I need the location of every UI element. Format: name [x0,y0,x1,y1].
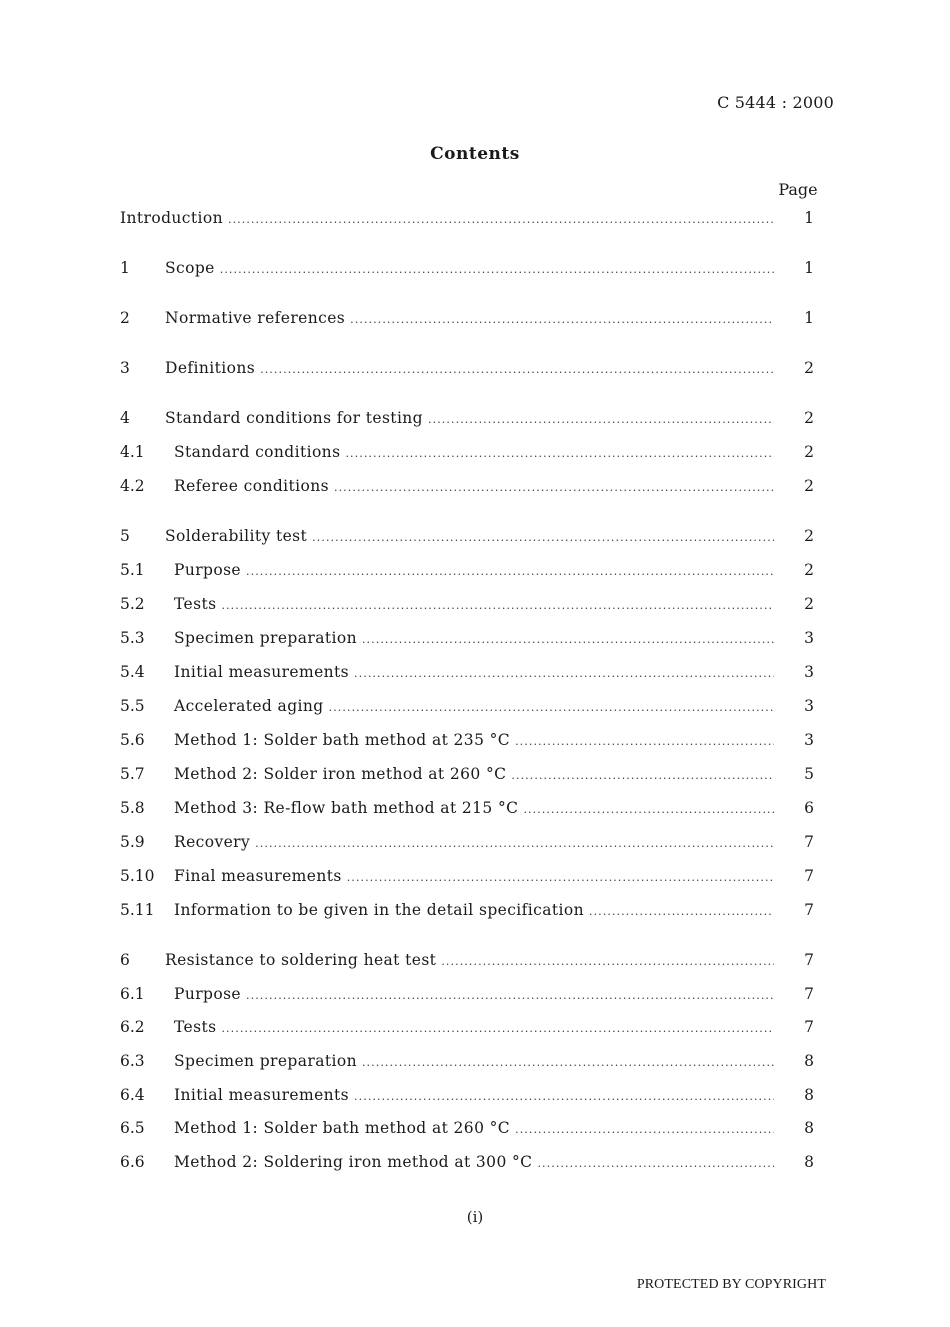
toc-entry-label: Scope [165,259,215,277]
toc-entry-label: Definitions [165,359,256,377]
toc-entry-page: 1 [804,309,814,327]
toc-entry[interactable] [120,527,820,549]
toc-entry-page: 7 [804,833,814,851]
toc-entry-page: 7 [804,1018,814,1036]
toc-subentry[interactable] [120,443,820,465]
toc-entry-label: Specimen preparation [174,629,357,647]
toc-entry-page: 8 [804,1119,814,1137]
dot-leader [350,313,774,326]
dot-leader [220,263,774,276]
toc-entry-label: Final measurements [174,867,342,885]
toc-entry-label: Recovery [174,833,251,851]
dot-leader [523,803,774,816]
toc-entry[interactable] [120,309,820,331]
toc-subentry[interactable] [120,1086,820,1108]
dot-leader [354,1090,774,1103]
toc-entry-number: 6.5 [120,1119,145,1137]
toc-entry-number: 3 [120,359,130,377]
copyright-notice: PROTECTED BY COPYRIGHT [636,1277,826,1292]
toc-subentry[interactable] [120,477,820,499]
toc-entry-page: 3 [804,697,814,715]
page-folio: (i) [466,1208,484,1226]
toc-entry-number: 5.11 [120,901,155,919]
toc-entry-number: 6.1 [120,985,145,1003]
toc-entry-label: Method 2: Soldering iron method at 300 °C [174,1153,533,1171]
toc-entry-number: 5.1 [120,561,145,579]
toc-entry-page: 2 [804,595,814,613]
toc-entry-label: Method 1: Solder bath method at 260 °C [174,1119,511,1137]
toc-entry-label: Tests [174,595,217,613]
toc-entry-page: 3 [804,663,814,681]
dot-leader [362,1056,774,1069]
toc-entry-label: Method 2: Solder iron method at 260 °C [174,765,507,783]
toc-subentry[interactable] [120,595,820,617]
document-code: C 5444 : 2000 [717,93,834,112]
toc-subentry[interactable] [120,561,820,583]
toc-entry-introduction[interactable] [120,209,820,231]
toc-entry-page: 6 [804,799,814,817]
dot-leader [312,531,774,544]
dot-leader [511,769,774,782]
toc-entry-page: 1 [804,259,814,277]
toc-entry-number: 5 [120,527,130,545]
toc-subentry[interactable] [120,833,820,855]
dot-leader [347,871,774,884]
toc-entry-number: 6.4 [120,1086,145,1104]
toc-entry-page: 8 [804,1086,814,1104]
toc-entry-number: 4 [120,409,130,427]
dot-leader [515,735,774,748]
dot-leader [334,481,774,494]
dot-leader [255,837,774,850]
toc-subentry[interactable] [120,629,820,651]
toc-entry-label: Specimen preparation [174,1052,357,1070]
toc-entry-label: Purpose [174,985,242,1003]
dot-leader [260,363,774,376]
toc-entry-number: 6 [120,951,130,969]
toc-entry-label: Purpose [174,561,242,579]
toc-subentry[interactable] [120,731,820,753]
toc-entry-label: Initial measurements [174,663,350,681]
toc-entry-number: 4.2 [120,477,145,495]
toc-entry-number: 6.3 [120,1052,145,1070]
toc-entry-page: 2 [804,443,814,461]
toc-subentry[interactable] [120,765,820,787]
toc-entry[interactable] [120,951,820,973]
toc-entry-label: Method 3: Re-flow bath method at 215 °C [174,799,519,817]
toc-entry-number: 4.1 [120,443,145,461]
toc-entry-number: 5.8 [120,799,145,817]
toc-entry-number: 1 [120,259,130,277]
dot-leader [354,667,774,680]
toc-subentry[interactable] [120,663,820,685]
toc-entry-page: 8 [804,1052,814,1070]
toc-entry-page: 2 [804,561,814,579]
toc-entry-number: 5.6 [120,731,145,749]
toc-entry-page: 8 [804,1153,814,1171]
toc-entry-page: 5 [804,765,814,783]
toc-subentry[interactable] [120,1153,820,1175]
toc-entry-label: Normative references [165,309,346,327]
dot-leader [221,599,774,612]
toc-entry-number: 5.5 [120,697,145,715]
toc-entry-label: Solderability test [165,527,308,545]
dot-leader [441,955,774,968]
toc-entry-page: 3 [804,629,814,647]
page-column-label: Page [778,180,818,199]
toc-subentry[interactable] [120,1052,820,1074]
toc-entry-page: 7 [804,951,814,969]
toc-entry-page: 7 [804,985,814,1003]
dot-leader [246,565,774,578]
dot-leader [345,447,774,460]
toc-entry-number: 5.10 [120,867,155,885]
dot-leader [515,1123,774,1136]
toc-entry-page: 2 [804,477,814,495]
toc-entry-number: 2 [120,309,130,327]
toc-subentry[interactable] [120,1018,820,1040]
dot-leader [589,905,774,918]
toc-entry-label: Tests [174,1018,217,1036]
toc-entry-label: Information to be given in the detail specification [174,901,584,919]
toc-entry-page: 2 [804,359,814,377]
toc-entry-number: 5.7 [120,765,145,783]
toc-entry-label: Method 1: Solder bath method at 235 °C [174,731,511,749]
page-title: Contents [430,144,520,164]
toc-entry[interactable] [120,409,820,431]
toc-entry[interactable] [120,359,820,381]
toc-entry-page: 7 [804,901,814,919]
toc-entry[interactable] [120,259,820,281]
toc-entry-label: Standard conditions for testing [165,409,424,427]
toc-entry-label: Introduction [120,209,223,227]
toc-entry-number: 6.6 [120,1153,145,1171]
toc-entry-page: 1 [804,209,814,227]
toc-subentry[interactable] [120,985,820,1007]
dot-leader [428,413,774,426]
dot-leader [329,701,774,714]
toc-entry-number: 6.2 [120,1018,145,1036]
toc-entry-number: 5.2 [120,595,145,613]
toc-subentry[interactable] [120,697,820,719]
toc-entry-label: Referee conditions [174,477,329,495]
toc-entry-label: Initial measurements [174,1086,350,1104]
toc-entry-page: 2 [804,527,814,545]
toc-entry-label: Accelerated aging [174,697,324,715]
toc-entry-number: 5.3 [120,629,145,647]
toc-entry-label: Resistance to soldering heat test [165,951,437,969]
dot-leader [537,1157,774,1170]
toc-entry-page: 3 [804,731,814,749]
toc-entry-page: 2 [804,409,814,427]
toc-subentry[interactable] [120,867,820,889]
toc-entry-number: 5.4 [120,663,145,681]
toc-entry-number: 5.9 [120,833,145,851]
toc-entry-page: 7 [804,867,814,885]
dot-leader [228,213,774,226]
toc-entry-label: Standard conditions [174,443,341,461]
dot-leader [221,1022,774,1035]
toc-subentry[interactable] [120,799,820,821]
toc-subentry[interactable] [120,901,820,923]
dot-leader [362,633,774,646]
dot-leader [246,989,774,1002]
toc-subentry[interactable] [120,1119,820,1141]
